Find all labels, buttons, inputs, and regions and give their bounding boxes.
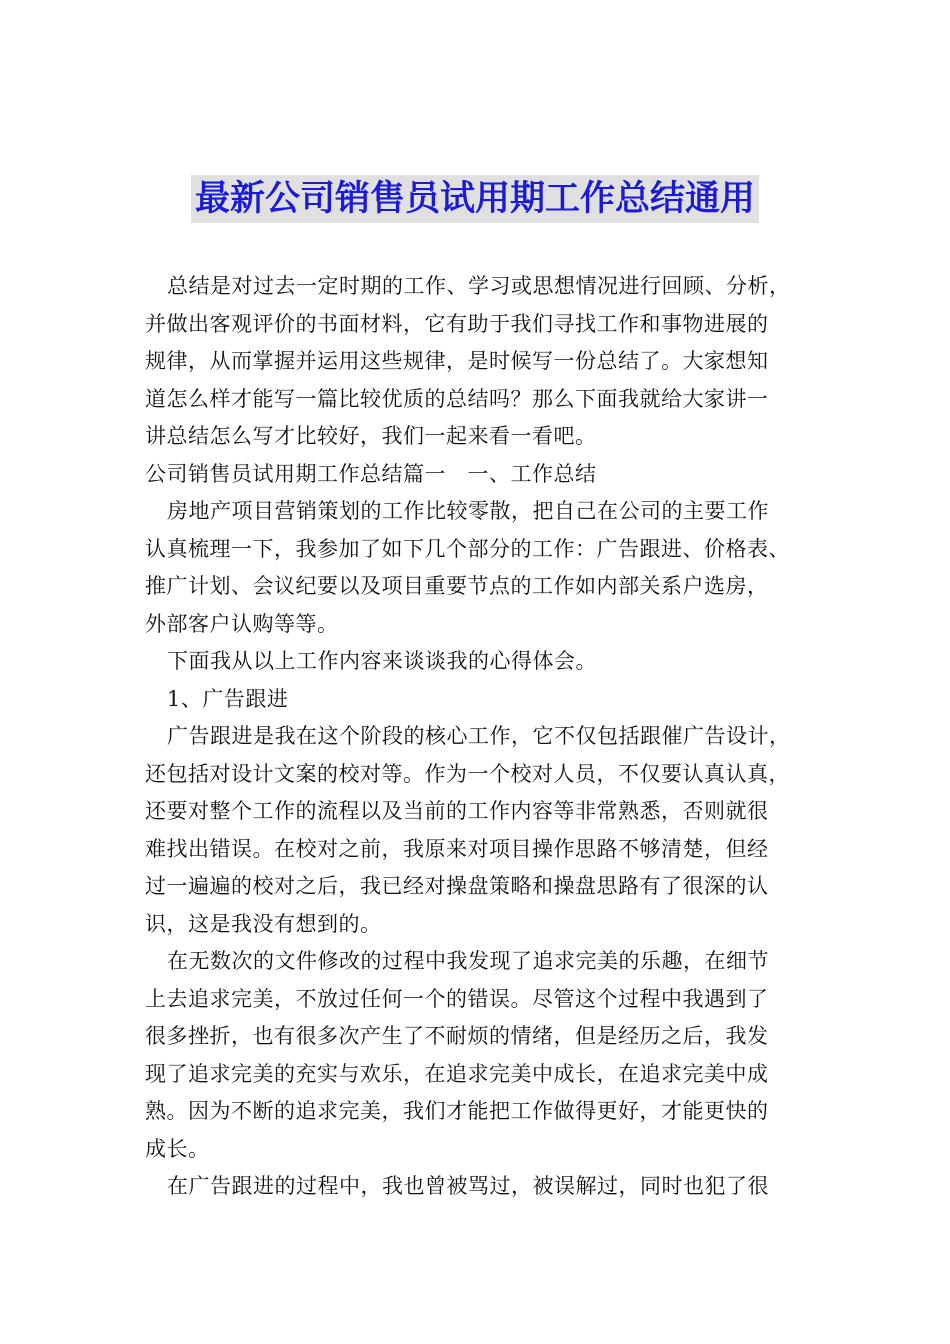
- text-line: 上去追求完美，不放过任何一个的错误。尽管这个过程中我遇到了: [145, 986, 769, 1011]
- document-title: 最新公司销售员试用期工作总结通用: [191, 175, 759, 223]
- text-line: 认真梳理一下，我参加了如下几个部分的工作：广告跟进、价格表、: [145, 536, 790, 561]
- text-line: 讲总结怎么写才比较好，我们一起来看一看吧。: [145, 424, 597, 448]
- title-container: [0, 175, 950, 223]
- text-line: 识，这是我没有想到的。: [145, 911, 382, 936]
- text-line: 在广告跟进的过程中，我也曾被骂过，被误解过，同时也犯了很: [167, 1174, 769, 1198]
- text-line: 总结是对过去一定时期的工作、学习或思想情况进行回顾、分析，: [167, 274, 791, 298]
- text-line: 难找出错误。在校对之前，我原来对项目操作思路不够清楚，但经: [145, 836, 769, 861]
- text-line: 过一遍遍的校对之后，我已经对操盘策略和操盘思路有了很深的认: [145, 874, 769, 898]
- text-line: 在无数次的文件修改的过程中我发现了追求完美的乐趣，在细节: [167, 949, 769, 973]
- text-line: 外部客户认购等等。: [145, 611, 339, 636]
- text-line: 现了追求完美的充实与欢乐，在追求完美中成长，在追求完美中成: [145, 1061, 769, 1086]
- text-line: 推广计划、会议纪要以及项目重要节点的工作如内部关系户选房，: [145, 574, 769, 598]
- text-line: 1、广告跟进: [167, 686, 289, 711]
- text-line: 还要对整个工作的流程以及当前的工作内容等非常熟悉，否则就很: [145, 799, 769, 823]
- text-line: 房地产项目营销策划的工作比较零散，把自己在公司的主要工作: [167, 499, 769, 523]
- document-body: [145, 268, 825, 1206]
- text-line: 规律，从而掌握并运用这些规律，是时候写一份总结了。大家想知: [145, 349, 769, 373]
- text-line: 公司销售员试用期工作总结篇一 一、工作总结: [145, 461, 597, 486]
- text-line: 还包括对设计文案的校对等。作为一个校对人员，不仅要认真认真，: [145, 761, 790, 786]
- text-line: 下面我从以上工作内容来谈谈我的心得体会。: [167, 649, 597, 673]
- text-line: 成长。: [145, 1136, 210, 1161]
- text-line: 很多挫折，也有很多次产生了不耐烦的情绪，但是经历之后，我发: [145, 1024, 769, 1048]
- text-line: 道怎么样才能写一篇比较优质的总结吗？那么下面我就给大家讲一: [145, 386, 769, 411]
- text-line: 熟。因为不断的追求完美，我们才能把工作做得更好，才能更快的: [145, 1099, 769, 1123]
- text-line: 并做出客观评价的书面材料，它有助于我们寻找工作和事物进展的: [145, 311, 769, 336]
- text-line: 广告跟进是我在这个阶段的核心工作，它不仅包括跟催广告设计，: [167, 724, 791, 748]
